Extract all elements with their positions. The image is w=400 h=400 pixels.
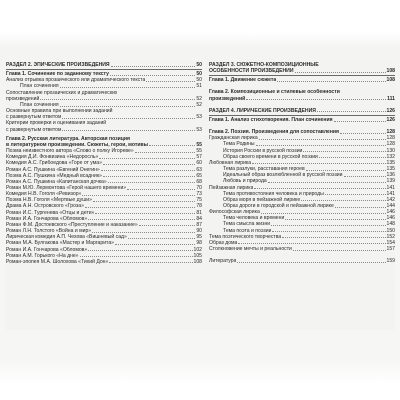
- dot-leader: [109, 262, 192, 263]
- toc-page-number: 136: [386, 172, 395, 179]
- toc-page-number: 55: [196, 141, 202, 148]
- dot-leader: [95, 213, 195, 214]
- toc-section[interactable]: [209, 108, 395, 114]
- toc-page-number: 135: [386, 166, 395, 173]
- toc-entry-title: с развернутым ответом: [6, 114, 62, 121]
- dot-leader: [127, 189, 195, 190]
- toc-page-number: 132: [386, 153, 395, 160]
- dot-leader: [325, 194, 386, 195]
- toc-entry-title: Любовная лирика: [209, 159, 252, 166]
- toc-page-number: 126: [386, 107, 395, 114]
- toc-page-number: 128: [386, 129, 395, 136]
- dot-leader: [254, 188, 385, 189]
- toc-entry-title: Глава 2. Композиционные и стилевые особенности: [209, 89, 340, 96]
- dot-leader: [293, 250, 386, 251]
- toc-page-number: 152: [386, 233, 395, 240]
- toc-entry-title: Глава 2. Поэзия. Произведения для сопоставления: [209, 129, 340, 136]
- dot-leader: [246, 99, 386, 100]
- dot-leader: [272, 231, 385, 232]
- section-divider: [209, 75, 395, 76]
- toc-page-number: 87: [196, 221, 202, 228]
- toc-page-number: 130: [386, 147, 395, 154]
- toc-page-number: 108: [193, 258, 202, 265]
- dot-leader: [92, 232, 195, 233]
- toc-column-right: [209, 62, 395, 264]
- dot-leader: [335, 207, 386, 208]
- toc-page-number: 65: [196, 172, 202, 179]
- dot-leader: [85, 207, 195, 208]
- toc-entry-title: Роман А.С. Пушкина «Евгений Онегин»: [6, 166, 100, 173]
- toc-entry-title: произведений: [209, 95, 246, 102]
- dot-leader: [261, 213, 386, 214]
- toc-entry-title: Образ своего времени в русской поэзии: [223, 153, 318, 160]
- dot-leader: [128, 238, 195, 239]
- toc-page-number: 51: [196, 83, 202, 90]
- dot-leader: [319, 157, 386, 158]
- toc-page-number: 141: [386, 184, 395, 191]
- dot-leader: [108, 182, 196, 183]
- dot-leader: [282, 237, 385, 238]
- toc-page-number: 78: [196, 203, 202, 210]
- toc-entry-title: Роман Л.Н. Толстого «Война и мир»: [6, 228, 92, 235]
- dot-leader: [88, 219, 195, 220]
- toc-entry-title: Глава 1. Сочинение по заданному тексту: [6, 71, 110, 78]
- toc-entry-title: Тема Родины: [223, 141, 255, 148]
- dot-leader: [62, 118, 195, 119]
- toc-page-number: 52: [196, 95, 202, 102]
- toc-entry-title: Глава 1. Движение сюжета: [209, 77, 277, 84]
- dot-leader: [306, 170, 386, 171]
- toc-entry-title: Глава 2. Русская литература. Авторская позиция: [6, 135, 131, 142]
- toc-entry-title: Комедия Н.В. Гоголя «Ревизор»: [6, 191, 82, 198]
- toc-entry-title: Тема человека и времени: [223, 215, 285, 222]
- toc-entry-title: РАЗДЕЛ 3. СЮЖЕТНО-КОМПОЗИЦИОННЫЕ: [209, 62, 319, 68]
- toc-page-number: 154: [386, 239, 395, 246]
- toc-page-number: 53: [196, 114, 202, 121]
- toc-entry-title: История России в русской поэзии: [223, 147, 303, 154]
- toc-entry-title: Роман И.А. Гончарова «Обломов»: [6, 246, 88, 253]
- toc-page-number: 146: [386, 209, 395, 216]
- toc-entry-title: с развернутым ответом: [6, 126, 62, 133]
- toc-entry-title: Роман М.А. Булгакова «Мастер и Маргарита»: [6, 240, 114, 247]
- toc-page-number: 84: [196, 215, 202, 222]
- dot-leader: [268, 182, 386, 183]
- toc-entry-title: Тема поэтического творчества: [209, 233, 282, 240]
- dot-leader: [295, 72, 386, 73]
- dot-leader: [82, 195, 195, 196]
- toc-entry-title: Глава 1. Анализ стихотворения. План сочинения: [209, 116, 333, 123]
- toc-page-number: 135: [386, 159, 395, 166]
- dot-leader: [99, 158, 195, 159]
- dot-leader: [60, 106, 196, 107]
- toc-page-number: 90: [196, 228, 202, 235]
- dot-leader: [303, 151, 385, 152]
- toc-entry-title: Литература: [209, 258, 237, 265]
- dot-leader: [135, 152, 196, 153]
- toc-page-number: 142: [386, 196, 395, 203]
- toc-entry-title: Роман Ф.М. Достоевского «Преступление и наказание»: [6, 221, 138, 228]
- toc-page-number: 157: [386, 246, 395, 253]
- dot-leader: [101, 170, 196, 171]
- dot-leader: [88, 250, 192, 251]
- dot-leader: [115, 244, 195, 245]
- toc-page-number: 57: [196, 154, 202, 161]
- toc-entry-title: Основные правила при выполнении заданий: [6, 108, 113, 115]
- dot-leader: [111, 66, 196, 67]
- toc-entry-title: Роман И.А. Гончарова «Обломов»: [6, 215, 88, 222]
- dot-leader: [103, 164, 195, 165]
- toc-entry-title: Драма А.Н. Островского «Гроза»: [6, 203, 84, 210]
- toc-page-number: 98: [196, 240, 202, 247]
- toc-entry-title: в литературном произведении. Сюжеты, герои, мотивы: [6, 141, 148, 148]
- toc-entry-title: Роман А.М. Горького «На дне»: [6, 252, 79, 259]
- toc-column-left: [6, 62, 202, 265]
- toc-entry-title: Поэма неизвестного автора «Слово о полку Игореве»: [6, 148, 134, 155]
- toc-page-number: 139: [386, 178, 395, 185]
- toc-page-number: 128: [386, 135, 395, 142]
- toc-entry[interactable]: [6, 259, 202, 265]
- toc-entry-title: Роман И.С. Тургенева «Отцы и дети»: [6, 209, 95, 216]
- dot-leader: [110, 75, 195, 76]
- toc-entry-title: ОСОБЕННОСТИ ПРОИЗВЕДЕНИЙ: [209, 68, 294, 75]
- toc-page-number: 63: [196, 166, 202, 173]
- toc-page-number: 108: [386, 68, 395, 75]
- toc-page-number: 50: [196, 77, 202, 84]
- toc-entry-title: Поэма А.С. Пушкина «Медный всадник»: [6, 172, 102, 179]
- table-of-contents: [6, 62, 395, 330]
- toc-entry-title: Образ дома: [209, 239, 238, 246]
- toc-entry-title: Поэма Н.В. Гоголя «Мертвые души»: [6, 197, 92, 204]
- toc-page-number: 146: [386, 215, 395, 222]
- toc-page-number: 108: [386, 77, 395, 84]
- dot-leader: [271, 225, 385, 226]
- dot-leader: [62, 130, 195, 131]
- toc-entry-title: План сочинения: [20, 83, 59, 90]
- toc-entry-title: Критерии проверки и оценивания заданий: [6, 120, 107, 127]
- toc-page-number: 95: [196, 234, 202, 241]
- dot-leader: [277, 81, 385, 82]
- toc-entry-title: Анализ отрывка прозаического или драматического текста: [6, 77, 146, 84]
- toc-entry-title: Тема смысла жизни: [223, 221, 271, 228]
- toc-page-number: 73: [196, 191, 202, 198]
- toc-entry-title: Пейзажная лирика: [209, 184, 254, 191]
- toc-page-number: 150: [386, 227, 395, 234]
- toc-entry-title: Тема поэта и поэзии: [223, 227, 272, 234]
- dot-leader: [344, 176, 386, 177]
- toc-entry-title: Лирическая комедия А.П. Чехова «Вишневый сад»: [6, 234, 127, 241]
- dot-leader: [80, 256, 193, 257]
- toc-entry-title: Роман М.Ю. Лермонтова «Герой нашего времени»: [6, 184, 127, 191]
- toc-page-number: 50: [196, 62, 202, 68]
- toc-entry-title: Тема разлуки, расставания героев: [223, 166, 305, 173]
- dot-leader: [238, 243, 385, 244]
- dot-leader: [334, 121, 386, 122]
- dot-leader: [259, 139, 386, 140]
- toc-entry-title: Сопоставление прозаических и драматических: [6, 89, 118, 96]
- toc-page-number: 144: [386, 202, 395, 209]
- dot-leader: [103, 176, 195, 177]
- toc-entry-title: Столкновение мечты и реальности: [209, 246, 292, 253]
- toc-page-number: 70: [196, 184, 202, 191]
- toc-entry-title: Комедия Д.И. Фонвизина «Недоросль»: [6, 154, 99, 161]
- toc-page-number: 75: [196, 197, 202, 204]
- toc-entry-title: Идеальный образ возлюбленной в русской поэзии: [223, 172, 343, 179]
- dot-leader: [256, 145, 386, 146]
- toc-page-number: 111: [387, 95, 395, 102]
- toc-page-number: 126: [386, 116, 395, 123]
- toc-entry-title: План сочинения: [20, 101, 59, 108]
- toc-entry-title: РАЗДЕЛ 4. ЛИРИЧЕСКИЕ ПРОИЗВЕДЕНИЯ: [209, 107, 316, 114]
- toc-entry-title: Гражданская лирика: [209, 135, 258, 142]
- toc-page-number: 68: [196, 178, 202, 185]
- toc-entry-title: Тема противостояния человека и природы: [223, 190, 324, 197]
- toc-page-number: 105: [193, 252, 202, 259]
- toc-page-number: 148: [386, 221, 395, 228]
- toc-entry-title: Любовь и природа: [223, 178, 267, 185]
- toc-entry-title: РАЗДЕЛ 2. ЭПИЧЕСКИЕ ПРОИЗВЕДЕНИЯ: [6, 62, 110, 68]
- toc-entry-title: Философская лирика: [209, 209, 260, 216]
- toc-page-number: 55: [196, 148, 202, 155]
- toc-entry-title: Образ моря в пейзажной лирике: [223, 196, 301, 203]
- dot-leader: [149, 145, 195, 146]
- toc-entry-title: произведений: [6, 95, 40, 102]
- dot-leader: [252, 163, 385, 164]
- toc-page-number: 60: [196, 160, 202, 167]
- toc-entry-title: Роман А.С. Пушкина «Капитанская дочка»: [6, 178, 107, 185]
- toc-entry-title: Образ дороги в городской и пейзажной лирике: [223, 202, 334, 209]
- section-divider: [209, 115, 395, 116]
- section-divider: [6, 69, 202, 70]
- dot-leader: [317, 111, 386, 112]
- dot-leader: [40, 99, 195, 100]
- toc-entry[interactable]: [209, 258, 395, 264]
- dot-leader: [60, 87, 196, 88]
- toc-section[interactable]: [209, 68, 395, 74]
- dot-leader: [237, 262, 385, 263]
- toc-page-number: 52: [196, 101, 202, 108]
- toc-page-number: 159: [386, 258, 395, 265]
- dot-leader: [285, 219, 385, 220]
- toc-page-number: 53: [196, 126, 202, 133]
- dot-leader: [93, 201, 195, 202]
- dot-leader: [301, 200, 385, 201]
- toc-page-number: 128: [386, 141, 395, 148]
- toc-entry-title: Роман-эпопея М.А. Шолохова «Тихий Дон»: [6, 258, 109, 265]
- toc-section[interactable]: [6, 62, 202, 68]
- dot-leader: [340, 133, 385, 134]
- toc-page-number: 141: [386, 190, 395, 197]
- toc-page-number: 50: [196, 71, 202, 78]
- dot-leader: [139, 225, 196, 226]
- dot-leader: [146, 81, 195, 82]
- toc-page-number: 102: [193, 246, 202, 253]
- toc-entry-title: Комедия А.С. Грибоедова «Горе от ума»: [6, 160, 102, 167]
- toc-page-number: 81: [196, 209, 202, 216]
